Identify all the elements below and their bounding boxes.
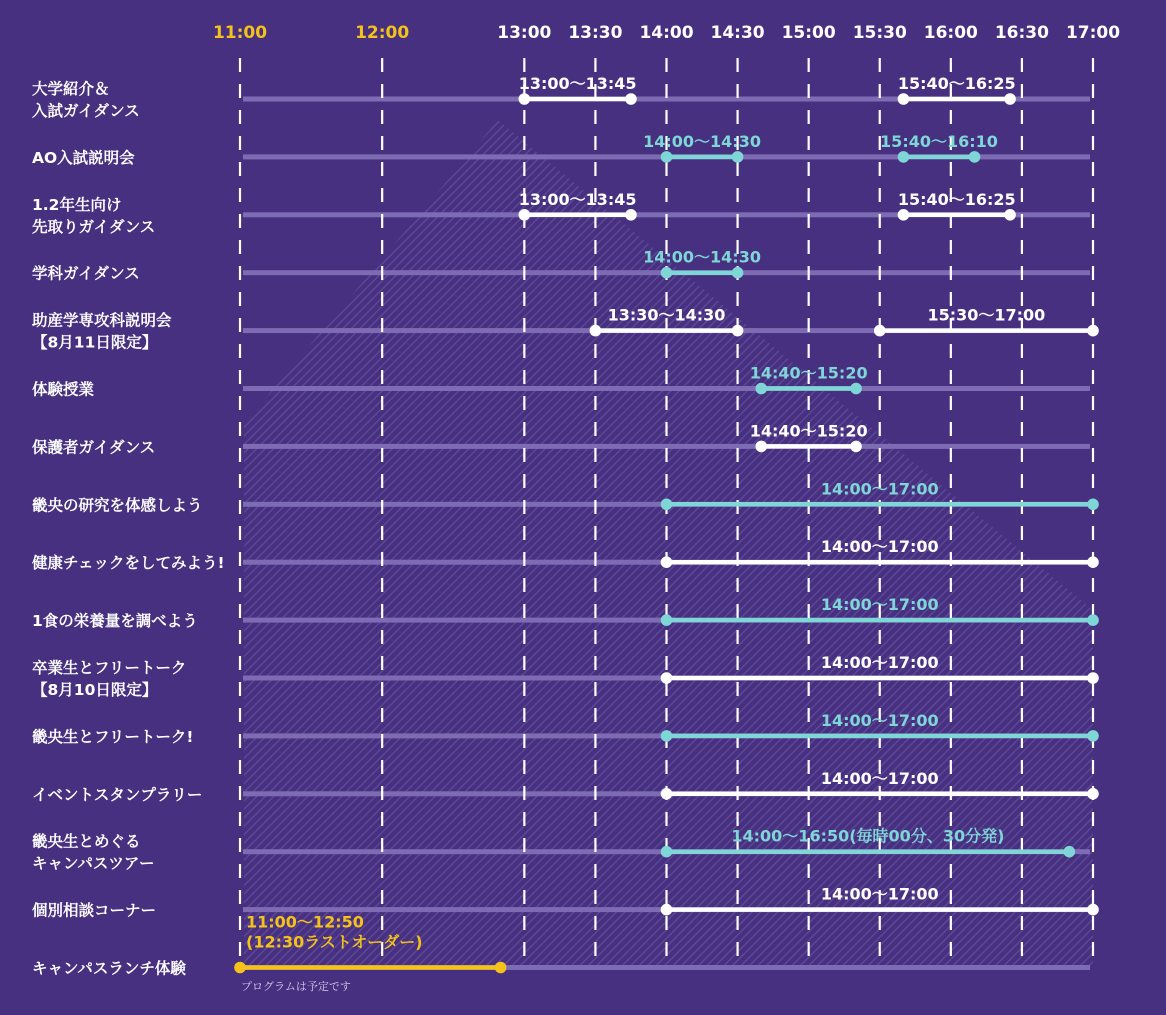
- session-start-dot: [661, 151, 673, 163]
- row-label: [32, 437, 155, 456]
- session-start-dot: [661, 614, 673, 626]
- row-label: [32, 195, 155, 236]
- row-label-line: 体験授業: [32, 380, 95, 399]
- session-start-dot: [661, 904, 673, 916]
- row-track: [243, 386, 1090, 391]
- session-time-label: 14:00〜14:30: [643, 131, 761, 151]
- session-start-dot: [898, 151, 910, 163]
- session-start-dot: [755, 383, 767, 395]
- session-end-dot: [1087, 788, 1099, 800]
- session-end-dot: [850, 441, 862, 453]
- session-end-dot: [969, 151, 981, 163]
- session-time-label: 15:40〜16:25: [897, 189, 1016, 209]
- session-start-dot: [519, 209, 531, 221]
- session-end-dot: [1004, 209, 1016, 221]
- row-label-line: 卒業生とフリートーク: [32, 659, 187, 677]
- session-time-label: 14:00〜16:50(毎時00分、30分発): [731, 826, 1005, 846]
- row-label-line: 【8月11日限定】: [32, 333, 158, 352]
- time-tick-label: 13:30: [568, 23, 623, 43]
- session-end-dot: [1087, 904, 1099, 916]
- time-tick-label: 13:00: [497, 23, 552, 43]
- row-label: [32, 495, 203, 514]
- time-tick-label: 15:30: [852, 23, 907, 43]
- session-time-label: 14:00〜17:00: [820, 710, 939, 730]
- row-label: [32, 901, 156, 920]
- time-tick-label: 11:00: [212, 23, 268, 43]
- session-end-dot: [625, 209, 637, 221]
- session-time-label: 14:40〜15:20: [749, 421, 868, 441]
- session-start-dot: [661, 499, 673, 511]
- session-start-dot: [661, 846, 673, 858]
- row-label-line: キャンパスランチ体験: [32, 959, 186, 978]
- time-tick-label: 16:30: [994, 23, 1049, 43]
- session-start-dot: [519, 93, 531, 105]
- session-time-label: 15:30〜17:00: [927, 305, 1046, 325]
- time-tick-label: 16:00: [923, 23, 978, 43]
- row-label-line: 健康チェックをしてみよう!: [32, 554, 225, 573]
- session-start-dot: [661, 730, 673, 742]
- time-tick-label: 14:00: [639, 23, 694, 43]
- session-time-label: 14:00〜17:00: [820, 595, 939, 615]
- session-start-dot: [661, 556, 673, 568]
- session-time-label: 14:00〜17:00: [820, 884, 939, 904]
- session-time-label: 14:00〜14:30: [643, 247, 761, 267]
- session-end-dot: [1087, 556, 1099, 568]
- row-label: [32, 264, 140, 283]
- session-start-dot: [234, 962, 246, 974]
- row-label: [32, 79, 140, 120]
- row-label-line: 1食の栄養量を調べよう: [32, 612, 198, 631]
- session-time-label: 13:00〜13:45: [518, 74, 637, 93]
- session-end-dot: [1087, 730, 1099, 742]
- row-label-line: 個別相談コーナー: [32, 901, 157, 920]
- session-time-label: 15:40〜16:25: [897, 74, 1016, 93]
- session-time-label: 15:40〜16:10: [880, 131, 998, 151]
- session-end-dot: [1064, 846, 1076, 858]
- row-label-line: 大学紹介＆: [32, 80, 110, 98]
- row-label-line: 助産学専攻科説明会: [32, 311, 172, 330]
- session-start-dot: [590, 325, 602, 337]
- row-label: [31, 553, 225, 572]
- session-end-dot: [1087, 672, 1099, 684]
- row-label-line: 1.2年生向け: [32, 195, 122, 214]
- time-tick-label: 15:00: [781, 23, 836, 43]
- row-label-line: 畿央生とめぐる: [32, 832, 141, 851]
- session-end-dot: [625, 93, 637, 105]
- row-label-line: キャンパスツアー: [32, 854, 155, 873]
- row-label: [31, 311, 172, 352]
- session-end-dot: [850, 383, 862, 395]
- row-label-line: 入試ガイダンス: [32, 102, 140, 120]
- row-label-line: AO入試説明会: [32, 148, 135, 167]
- time-tick-label: 14:30: [710, 23, 765, 43]
- time-tick-label: 12:00: [355, 23, 410, 43]
- session-time-label: 14:00〜17:00: [820, 537, 939, 557]
- row-label-line: 【8月10日限定】: [32, 681, 158, 699]
- session-time-label: 14:40〜15:20: [749, 363, 868, 383]
- row-label-line: 保護者ガイダンス: [32, 438, 156, 457]
- row-label: [32, 380, 95, 399]
- row-label-line: 畿央生とフリートーク!: [32, 727, 194, 746]
- session-start-dot: [755, 441, 767, 453]
- session-time-label: 14:00〜17:00: [820, 479, 939, 499]
- session-end-dot: [732, 267, 744, 279]
- session-start-dot: [874, 325, 886, 337]
- session-end-dot: [732, 325, 744, 337]
- time-tick-label: 17:00: [1065, 23, 1121, 43]
- session-start-dot: [661, 788, 673, 800]
- row-label: [32, 658, 186, 699]
- session-start-dot: [661, 267, 673, 279]
- session-time-label: 13:00〜13:45: [518, 189, 637, 209]
- row-label: [32, 832, 154, 873]
- row-label-line: 先取りガイダンス: [32, 217, 156, 236]
- session-end-dot: [1087, 614, 1099, 626]
- footnote: プログラムは予定です: [241, 980, 351, 993]
- session-end-dot: [732, 151, 744, 163]
- row-label: [32, 727, 193, 746]
- session-start-dot: [898, 209, 910, 221]
- row-label-line: 畿央の研究を体感しよう: [32, 496, 203, 515]
- row-label: [32, 786, 202, 804]
- session-end-dot: [1004, 93, 1016, 105]
- row-label: [32, 959, 186, 978]
- session-time-label: 14:00〜17:00: [820, 653, 939, 672]
- session-time-label-line: 11:00〜12:50: [246, 912, 364, 932]
- session-end-dot: [495, 962, 507, 974]
- session-start-dot: [661, 672, 673, 684]
- row-label: [32, 148, 135, 167]
- session-time-label: 13:30〜14:30: [607, 305, 726, 325]
- session-time-label: 14:00〜17:00: [820, 768, 939, 788]
- row-label-line: 学科ガイダンス: [32, 264, 140, 283]
- row-label-line: イベントスタンプラリー: [32, 785, 203, 804]
- session-time-label-line: (12:30ラストオーダー): [246, 932, 423, 952]
- row-label: [32, 611, 198, 630]
- session-start-dot: [898, 93, 910, 105]
- session-end-dot: [1087, 499, 1099, 511]
- session-end-dot: [1087, 325, 1099, 337]
